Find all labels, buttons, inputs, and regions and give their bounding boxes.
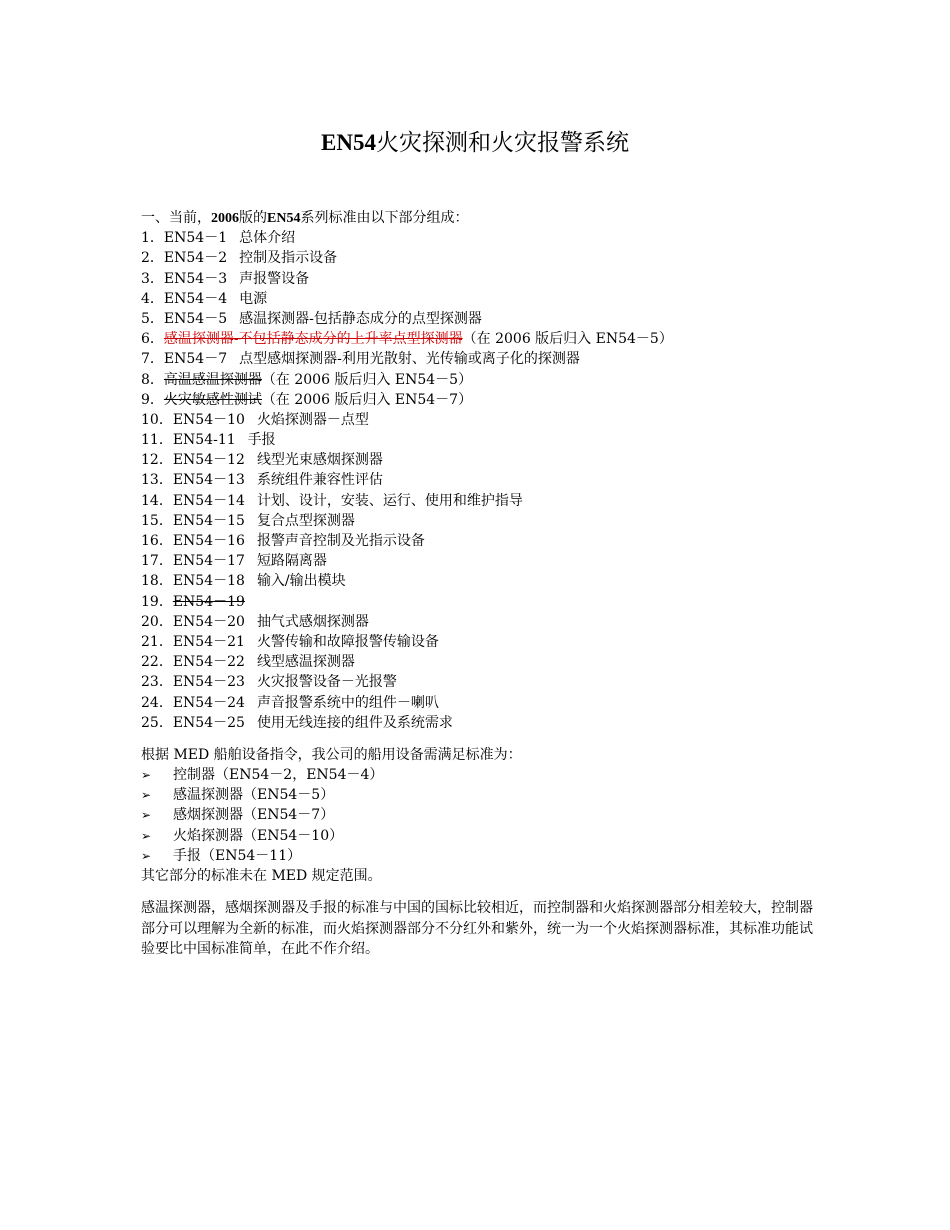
standard-item <box>141 612 821 632</box>
item-code: EN54－25 <box>172 714 245 731</box>
intro-line <box>141 208 821 228</box>
item-description: 使用无线连接的组件及系统需求 <box>256 714 453 731</box>
item-number: 7． <box>141 351 164 368</box>
item-description: 线型感温探测器 <box>256 654 355 671</box>
item-description: 控制及指示设备 <box>239 250 338 267</box>
intro-text-1: 一、当前， <box>141 210 211 226</box>
arrow-bullet-icon: ➢ <box>141 768 152 783</box>
item-number: 21． <box>141 633 173 650</box>
item-description: 复合点型探测器 <box>256 512 355 529</box>
item-description: 报警声音控制及光指示设备 <box>256 533 425 549</box>
standard-item <box>141 269 821 289</box>
section-spacer <box>141 733 821 745</box>
standard-item <box>141 450 821 470</box>
item-description: 短路隔离器 <box>256 553 327 570</box>
item-code: EN54－15 <box>172 512 245 529</box>
arrow-bullet-icon: ➢ <box>141 788 152 803</box>
item-number: 12． <box>141 452 173 469</box>
item-code: EN54－1 <box>163 230 228 247</box>
intro-standard: EN54 <box>267 211 301 226</box>
item-number: 20． <box>141 613 173 630</box>
standard-item <box>141 349 821 369</box>
standard-item <box>141 390 821 410</box>
item-description: 点型感烟探测器-利用光散射、光传输或离子化的探测器 <box>239 351 580 368</box>
item-description: 抽气式感烟探测器 <box>256 613 369 630</box>
arrow-bullet-icon: ➢ <box>141 808 152 823</box>
med-bullet-item <box>141 826 821 846</box>
standard-item <box>141 309 821 329</box>
item-description: 线型光束感烟探测器 <box>256 452 383 469</box>
item-number: 1． <box>141 230 164 247</box>
med-bullet-item <box>141 846 821 866</box>
item-number: 25． <box>141 714 173 731</box>
standard-item <box>141 370 821 390</box>
item-description: 手报 <box>247 432 276 449</box>
title-rest: 火灾探测和火灾报警系统 <box>375 130 629 156</box>
item-code: EN54－7 <box>163 351 228 368</box>
med-bullet-item <box>141 765 821 785</box>
section-spacer-2 <box>141 886 821 898</box>
standard-item <box>141 531 821 551</box>
standard-item <box>141 248 821 268</box>
item-number: 5． <box>141 310 164 327</box>
standard-item <box>141 511 821 531</box>
med-bullet-text: 火焰探测器（EN54－10） <box>173 827 344 844</box>
standard-item <box>141 693 821 713</box>
item-note: （在 2006 版后归入 EN54－5） <box>261 371 473 388</box>
med-bullet-list <box>141 765 821 866</box>
med-bullet-text: 感烟探测器（EN54－7） <box>173 807 335 824</box>
standard-item <box>141 228 821 248</box>
closing-paragraph: 感温探测器，感烟探测器及手报的标准与中国的国标比较相近，而控制器和火焰探测器部分相差较大，控制器部分可以理解为全新的标准，而火焰探测器部分不分红外和紫外，统一为一个火焰探测器标准，其标准功能试验要比中国标准简单，在此不作介绍。 <box>141 900 813 957</box>
item-number: 13． <box>141 472 173 489</box>
item-note: （在 2006 版后归入 EN54－7） <box>261 391 473 408</box>
intro-text-3: 系列标准由以下部分组成： <box>300 210 469 226</box>
standard-item <box>141 410 821 430</box>
item-number: 14． <box>141 492 173 509</box>
standard-item <box>141 491 821 511</box>
item-number: 4． <box>141 290 164 307</box>
med-bullet-text: 感温探测器（EN54－5） <box>173 787 335 804</box>
standard-item <box>141 672 821 692</box>
item-description: 计划、设计，安装、运行、使用和维护指导 <box>256 492 523 509</box>
standard-item <box>141 592 821 612</box>
item-number: 15． <box>141 512 173 529</box>
item-number: 16． <box>141 533 173 549</box>
item-description: 火灾报警设备－光报警 <box>256 674 397 691</box>
item-code: EN54－3 <box>163 270 228 287</box>
document-title <box>0 128 950 158</box>
med-bullet-text: 控制器（EN54－2，EN54－4） <box>173 767 384 784</box>
item-note: （在 2006 版后归入 EN54－5） <box>462 331 673 348</box>
item-description: 火警传输和故障报警传输设备 <box>256 633 439 650</box>
item-number: 19． <box>141 593 173 610</box>
item-code: EN54－22 <box>172 654 245 671</box>
med-outro: 其它部分的标准未在 MED 规定范围。 <box>141 868 382 884</box>
item-description: 电源 <box>239 290 268 307</box>
arrow-bullet-icon: ➢ <box>141 828 152 843</box>
med-bullet-item <box>141 805 821 825</box>
item-code: EN54－23 <box>172 674 245 691</box>
item-description: 总体介绍 <box>239 230 296 247</box>
item-number: 6． <box>141 331 164 348</box>
item-description: 感温探测器-包括静态成分的点型探测器 <box>239 310 482 327</box>
item-number: 17． <box>141 553 173 570</box>
item-code: EN54－24 <box>172 694 245 711</box>
item-number: 22． <box>141 654 173 671</box>
med-bullet-item <box>141 785 821 805</box>
item-description: 声音报警系统中的组件－喇叭 <box>256 694 439 711</box>
item-number: 18． <box>141 573 173 590</box>
struck-item-text: 感温探测器-不包括静态成分的上升率点型探测器 <box>163 331 463 348</box>
item-code: EN54－4 <box>163 290 228 307</box>
item-number: 8． <box>141 371 164 388</box>
med-intro: 根据 MED 船舶设备指令，我公司的船用设备需满足标准为： <box>141 746 522 763</box>
struck-item-text: 火灾敏感性测试 <box>163 391 262 408</box>
intro-text-2: 版的 <box>239 210 267 226</box>
item-code: EN54－2 <box>163 250 228 267</box>
standard-item <box>141 652 821 672</box>
standard-item <box>141 329 821 349</box>
arrow-bullet-icon: ➢ <box>141 848 152 863</box>
item-number: 2． <box>141 250 164 267</box>
document-body <box>141 208 821 959</box>
standard-item <box>141 632 821 652</box>
item-number: 23． <box>141 674 173 691</box>
struck-item-text: EN54－19 <box>172 593 245 610</box>
item-number: 10． <box>141 411 173 428</box>
item-code: EN54-11 <box>172 432 236 449</box>
item-code: EN54－18 <box>172 573 245 590</box>
standard-item <box>141 551 821 571</box>
item-number: 11． <box>141 432 173 449</box>
title-bold: EN54 <box>321 130 376 155</box>
standard-item <box>141 430 821 450</box>
item-code: EN54－10 <box>172 411 245 428</box>
med-bullet-text: 手报（EN54－11） <box>173 847 302 864</box>
struck-item-text: 高温感温探测器 <box>163 371 262 388</box>
item-description: 火焰探测器－点型 <box>256 411 369 428</box>
item-number: 24． <box>141 694 173 711</box>
item-code: EN54－14 <box>172 492 245 509</box>
item-description: 声报警设备 <box>239 270 310 287</box>
item-number: 9． <box>141 391 164 408</box>
standard-item <box>141 289 821 309</box>
item-description: 系统组件兼容性评估 <box>256 472 383 489</box>
item-code: EN54－5 <box>163 310 228 327</box>
item-description: 输入/输出模块 <box>256 573 346 590</box>
item-code: EN54－13 <box>172 472 245 489</box>
item-code: EN54－20 <box>172 613 245 630</box>
standard-item <box>141 470 821 490</box>
item-code: EN54－16 <box>172 533 245 549</box>
item-code: EN54－21 <box>172 633 245 650</box>
item-code: EN54－17 <box>172 553 245 570</box>
item-code: EN54－12 <box>172 452 245 469</box>
standards-list <box>141 228 821 733</box>
intro-year: 2006 <box>211 211 239 226</box>
standard-item <box>141 571 821 591</box>
item-number: 3． <box>141 270 164 287</box>
standard-item <box>141 713 821 733</box>
